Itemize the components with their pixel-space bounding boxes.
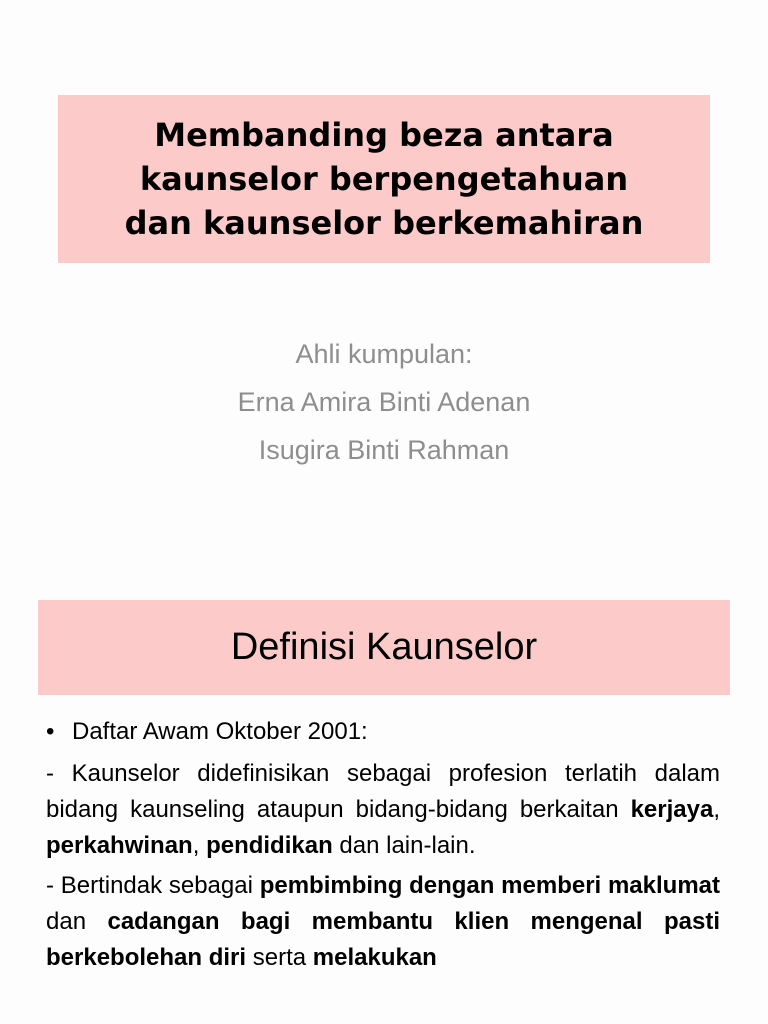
definition-paragraph-2 bbox=[46, 868, 720, 976]
p1-text-4: dan lain-lain. bbox=[332, 832, 476, 859]
member-name-2: Isugira Binti Rahman bbox=[258, 435, 510, 465]
p1-bold-1: kerjaya bbox=[630, 796, 714, 823]
member-name-1: Erna Amira Binti Adenan bbox=[237, 387, 531, 417]
p1-bold-2: perkahwinan bbox=[46, 832, 193, 859]
slide1-title bbox=[105, 113, 664, 245]
group-members bbox=[0, 330, 768, 474]
bullet-icon: • bbox=[46, 718, 55, 745]
p2-bold-2: cadangan bagi membantu klien mengenal pasti berkebolehan diri bbox=[46, 908, 720, 971]
p2-text-2: dan bbox=[46, 908, 108, 935]
title-line-2: kaunselor berpengetahuan bbox=[139, 160, 629, 198]
p1-text-3: , bbox=[192, 832, 207, 859]
slide2-body bbox=[46, 714, 720, 980]
p2-bold-3: melakukan bbox=[312, 944, 437, 971]
bullet-item bbox=[46, 714, 720, 750]
p1-text-2: , bbox=[713, 796, 720, 823]
p2-bold-1: pembimbing dengan memberi maklumat bbox=[259, 872, 720, 899]
bullet-text: Daftar Awam Oktober 2001: bbox=[72, 718, 368, 745]
slide2-title: Definisi Kaunselor bbox=[230, 626, 538, 668]
p1-bold-3: pendidikan bbox=[206, 832, 333, 859]
title-line-1: Membanding beza antara bbox=[154, 116, 614, 154]
p2-text-3: serta bbox=[246, 944, 313, 971]
slide2-title-box bbox=[38, 600, 730, 695]
p2-text-1: - Bertindak sebagai bbox=[46, 872, 260, 899]
slide1-title-box bbox=[58, 95, 710, 263]
members-label: Ahli kumpulan: bbox=[295, 339, 473, 369]
title-line-3: dan kaunselor berkemahiran bbox=[124, 204, 644, 242]
p1-text-1: - Kaunselor didefinisikan sebagai profesion terlatih dalam bidang kaunseling ataupun bidang-bidang berkaitan bbox=[46, 760, 720, 823]
definition-paragraph-1 bbox=[46, 756, 720, 864]
